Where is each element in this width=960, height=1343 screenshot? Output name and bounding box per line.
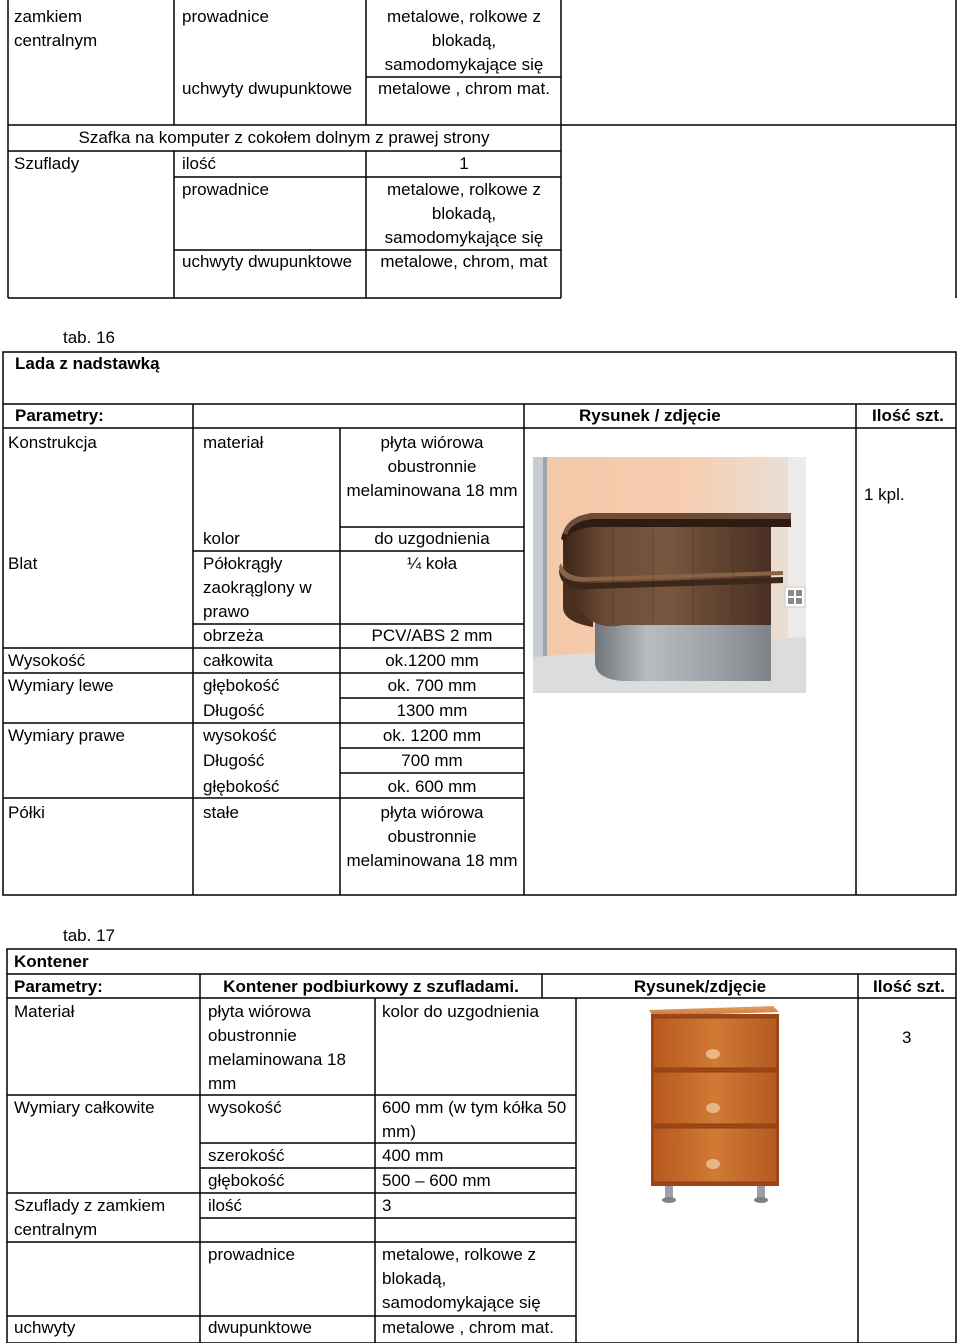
tab16-row-label: Konstrukcja: [8, 433, 97, 452]
top-row4-value: metalowe, rolkowe z blokadą, samodomykające się: [384, 180, 544, 247]
top-row1-value: metalowe, rolkowe z blokadą, samodomykające się: [384, 7, 544, 74]
tab17-title: Kontener: [14, 952, 89, 971]
tab17-row-value: metalowe , chrom mat.: [382, 1318, 554, 1337]
tab17-caption: tab. 17: [63, 926, 115, 945]
tab16-row-value: ok. 1200 mm: [382, 726, 482, 745]
tab17-header-drawing: Rysunek/zdjęcie: [633, 977, 767, 996]
tab16-row-param: głębokość: [203, 676, 280, 695]
drawer-container-photo: [645, 1004, 783, 1204]
tab17-row-param: prowadnice: [208, 1245, 295, 1264]
tab16-row-value: płyta wiórowa obustronnie melaminowana 18 mm: [346, 433, 518, 500]
tab16-header-params: Parametry:: [15, 406, 104, 425]
tab16-row-label: Blat: [8, 554, 38, 573]
tab16-row-value: 1300 mm: [396, 701, 468, 720]
tab16-row-label: Wysokość: [8, 651, 86, 670]
tab16-row-value: ok.1200 mm: [385, 651, 479, 670]
tab17-header-subtitle: Kontener podbiurkowy z szufladami.: [223, 977, 519, 996]
tab16-row-label: Wymiary prawe: [8, 726, 125, 745]
tab16-row-param: głębokość: [203, 777, 280, 796]
tab16-row-param: kolor: [203, 529, 240, 548]
tab16-row-param: Półokrągły zaokrąglony w prawo: [203, 554, 312, 621]
tab17-row-param: dwupunktowe: [208, 1318, 312, 1337]
tab16-row-label: Półki: [8, 803, 45, 822]
tab16-row-param: Długość: [203, 751, 265, 770]
tab17-header-params: Parametry:: [14, 977, 103, 996]
tab16-row-param: całkowita: [203, 651, 273, 670]
tab16-row-param: wysokość: [203, 726, 277, 745]
tab16-row-label: Wymiary lewe: [8, 676, 114, 695]
tab16-row-param: Długość: [203, 701, 265, 720]
tab16-header-qty: Ilość szt.: [872, 406, 944, 425]
tab17-row-value: 400 mm: [382, 1146, 444, 1165]
tab17-row-value: kolor do uzgodnienia: [382, 1002, 539, 1021]
tab17-row-param: ilość: [208, 1196, 243, 1215]
tab17-row-param: głębokość: [208, 1171, 285, 1190]
tab17-header-qty: Ilość szt.: [873, 977, 945, 996]
tab16-row-value: do uzgodnienia: [374, 529, 490, 548]
tab16-qty: 1 kpl.: [864, 485, 905, 504]
tab16-row-value: ¼ koła: [406, 554, 458, 573]
tab17-row-label: Wymiary całkowite: [14, 1098, 155, 1117]
tab16-row-param: materiał: [203, 433, 264, 452]
reception-desk-photo: [533, 457, 806, 693]
tab16-header-drawing: Rysunek / zdjęcie: [579, 406, 721, 425]
tab17-row-param: płyta wiórowa obustronnie melaminowana 18 mm: [208, 1002, 346, 1093]
tab17-row-label: Materiał: [14, 1002, 75, 1021]
top-row1-param: prowadnice: [182, 7, 269, 26]
top-row1-label: zamkiem centralnym: [14, 7, 98, 50]
tab17-row-label: uchwyty: [14, 1318, 76, 1337]
tab17-row-param: szerokość: [208, 1146, 285, 1165]
top-row3-value: 1: [459, 154, 469, 173]
tab16-row-value: ok. 600 mm: [387, 777, 477, 796]
tab17-row-value: 500 – 600 mm: [382, 1171, 491, 1190]
top-row2-value: metalowe , chrom mat.: [378, 79, 550, 98]
tab17-row-value: 600 mm (w tym kółka 50 mm): [382, 1098, 567, 1141]
top-row3-param: ilość: [182, 154, 217, 173]
top-row5-param: uchwyty dwupunktowe: [182, 252, 353, 271]
tab17-row-value: 3: [382, 1196, 392, 1215]
top-row5-value: metalowe, chrom, mat: [380, 252, 548, 271]
tab16-row-value: ok. 700 mm: [387, 676, 477, 695]
tab16-row-value: 700 mm: [401, 751, 463, 770]
tab16-caption: tab. 16: [63, 328, 115, 347]
tab16-row-value: płyta wiórowa obustronnie melaminowana 18 mm: [346, 803, 518, 870]
tab16-row-value: PCV/ABS 2 mm: [371, 626, 493, 645]
tab16-row-param: obrzeża: [203, 626, 264, 645]
top-row2-param: uchwyty dwupunktowe: [182, 79, 353, 98]
tab17-row-label: Szuflady z zamkiem centralnym: [14, 1196, 166, 1239]
top-subheading: Szafka na komputer z cokołem dolnym z prawej strony: [78, 128, 490, 147]
tab16-title: Lada z nadstawką: [15, 354, 160, 373]
tab16-row-param: stałe: [203, 803, 239, 822]
top-row3-label: Szuflady: [14, 154, 80, 173]
tab17-row-param: wysokość: [208, 1098, 282, 1117]
top-row4-param: prowadnice: [182, 180, 269, 199]
tab17-qty: 3: [902, 1028, 912, 1047]
tab17-row-value: metalowe, rolkowe z blokadą, samodomykające się: [382, 1245, 541, 1312]
